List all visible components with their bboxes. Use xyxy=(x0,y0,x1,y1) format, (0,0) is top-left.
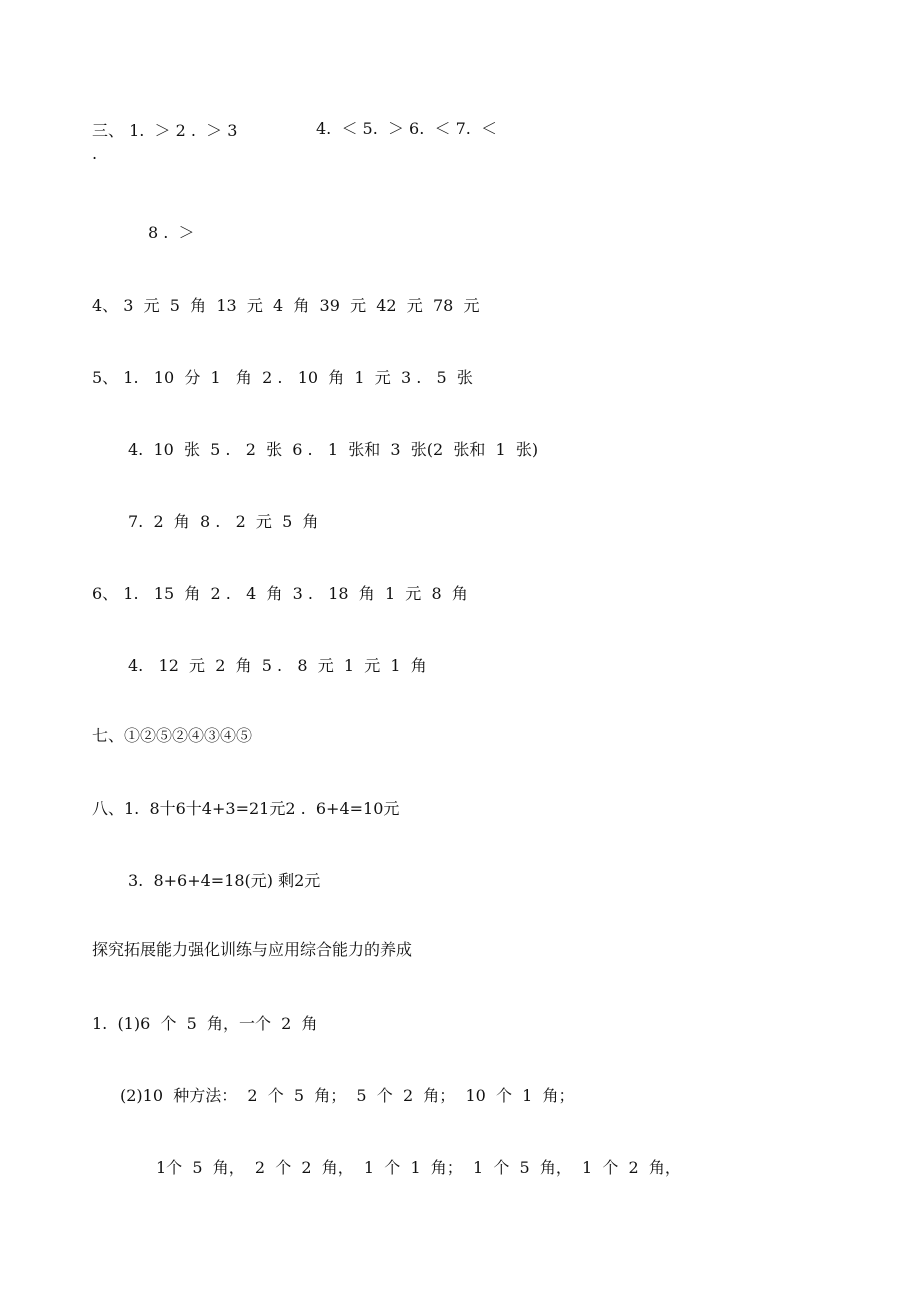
answer-line-extension-2: (2)10 种方法： 2 个 5 角； 5 个 2 角； 10 个 1 角； xyxy=(120,1086,575,1105)
answer-line-section6-row2: 4. 12 元 2 角 5 . 8 元 1 元 1 角 xyxy=(128,656,427,675)
answer-line-section5-row3: 7. 2 角 8 . 2 元 5 角 xyxy=(128,512,319,531)
answer-line-section5-row1: 5、 1. 10 分 1 角 2 . 10 角 1 元 3 . 5 张 xyxy=(92,368,473,387)
answer-line-section3-part1: 三、 1. ＞ 2 . ＞ 3 xyxy=(92,121,238,140)
answer-line-extension-3: 1个 5 角， 2 个 2 角， 1 个 1 角； 1 个 5 角， 1 个 2 角， xyxy=(156,1158,681,1177)
answer-line-extension-1: 1. (1)6 个 5 角，一个 2 角 xyxy=(92,1014,318,1033)
answer-line-section6-row1: 6、 1. 15 角 2 . 4 角 3 . 18 角 1 元 8 角 xyxy=(92,584,468,603)
answer-line-section3-item8: 8 . ＞ xyxy=(148,223,195,242)
answer-line-section4: 4、 3 元 5 角 13 元 4 角 39 元 42 元 78 元 xyxy=(92,296,480,315)
answer-line-section3-part2: 4. ＜ 5. ＞ 6. ＜ 7. ＜ xyxy=(316,119,498,138)
answer-line-section3-dot: . xyxy=(92,144,98,163)
answer-line-section5-row2: 4. 10 张 5 . 2 张 6 . 1 张和 3 张(2 张和 1 张) xyxy=(128,440,539,459)
answer-line-section8-row2: 3. 8+6+4=18(元) 剩2元 xyxy=(128,871,321,890)
answer-line-section8-row1: 八、1. 8十6十4+3=21元2 . 6+4=10元 xyxy=(92,799,400,818)
answer-line-section7: 七、①②⑤②④③④⑤ xyxy=(92,726,253,745)
section-heading-extension: 探究拓展能力强化训练与应用综合能力的养成 xyxy=(92,940,413,959)
